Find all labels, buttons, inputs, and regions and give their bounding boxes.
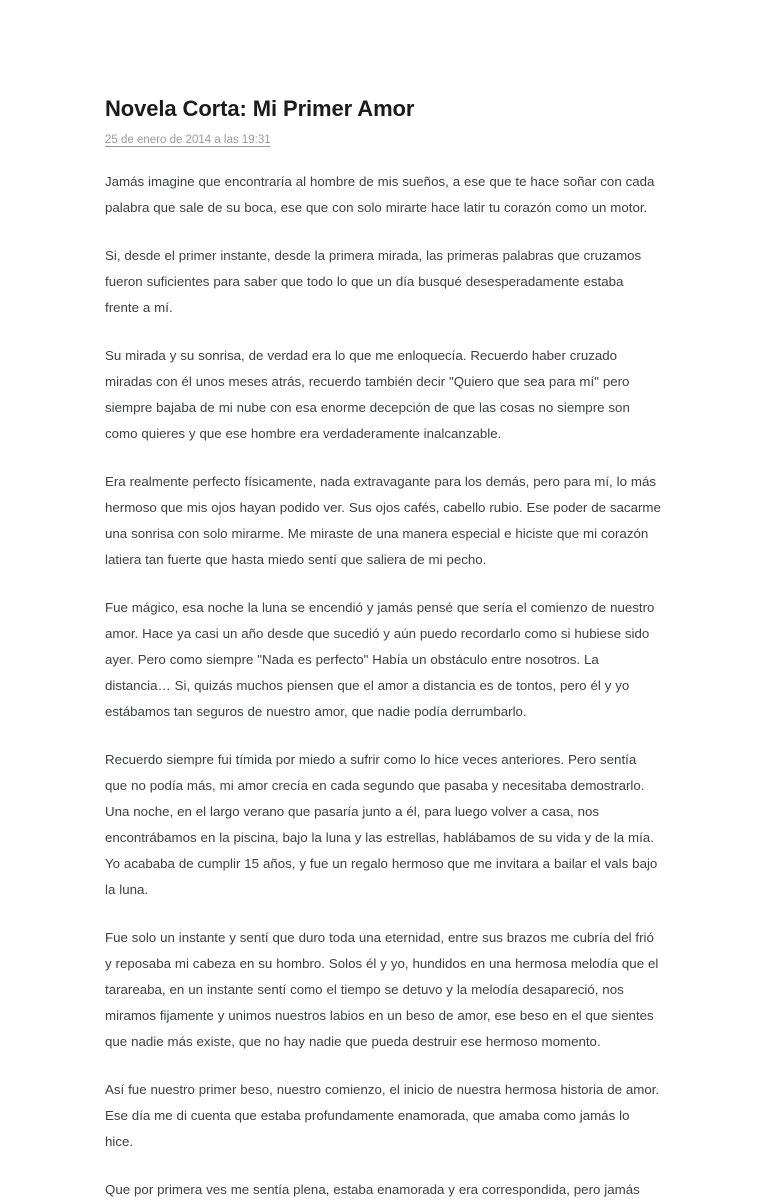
body-paragraph: Fue solo un instante y sentí que duro toda una eternidad, entre sus brazos me cubría del frió y reposaba mi cabeza en su hombro. Solos él y yo, hundidos en una hermosa melodía que el tarareaba, en un instante sentí como el tiempo se detuvo y la melodía desapareció, nos miramos fijamente y unimos nuestros labios en un beso de amor, ese beso en el que sientes que nadie más existe, que no hay nadie que pueda destruir ese hermoso momento.: [105, 930, 659, 1049]
body-paragraph: Si, desde el primer instante, desde la primera mirada, las primeras palabras que cruzamos fueron suficientes para saber que todo lo que un día busqué desesperadamente estaba frente a mí.: [105, 248, 642, 315]
document-date-row: [105, 123, 661, 148]
body-paragraph: Que por primera ves me sentía plena, estaba enamorada y era correspondida, pero jamás: [105, 1182, 640, 1197]
body-paragraph: Fue mágico, esa noche la luna se encendió y jamás pensé que sería el comienzo de nuestro amor. Hace ya casi un año desde que sucedió y aún puedo recordarlo como si hubiese sido ayer. Pero como siempre "Nada es perfecto" Había un obstáculo entre nosotros. La distancia… Si, quizás muchos piensen que el amor a distancia es de tontos, pero él y yo estábamos tan seguros de nuestro amor, que nadie podía derrumbarlo.: [105, 600, 655, 719]
page-title: Novela Corta: Mi Primer Amor: [105, 96, 415, 121]
body-paragraph: Era realmente perfecto físicamente, nada extravagante para los demás, pero para mí, lo más hermoso que mis ojos hayan podido ver. Sus ojos cafés, cabello rubio. Ese poder de sacarme una sonrisa con solo mirarme. Me miraste de una manera especial e hiciste que mi corazón latiera tan fuerte que hasta miedo sentí que saliera de mi pecho.: [105, 474, 661, 567]
body-paragraph: Jamás imagine que encontraría al hombre de mis sueños, a ese que te hace soñar con cada palabra que sale de su boca, ese que con solo mirarte hace latir tu corazón como un motor.: [105, 174, 655, 215]
document-body: [105, 169, 661, 1203]
body-paragraph: Recuerdo siempre fui tímida por miedo a sufrir como lo hice veces anteriores. Pero sentía que no podía más, mi amor crecía en cada segundo que pasaba y necesitaba demostrarlo. Una noche, en el largo verano que pasaría junto a él, para luego volver a casa, nos encontrábamos en la piscina, bajo la luna y las estrellas, hablábamos de su vida y de la mía. Yo acababa de cumplir 15 años, y fue un regalo hermoso que me invitara a bailar el vals bajo la luna.: [105, 752, 658, 897]
body-paragraph: Su mirada y su sonrisa, de verdad era lo que me enloquecía. Recuerdo haber cruzado miradas con él unos meses atrás, recuerdo también decir "Quiero que sea para mí" pero siempre bajaba de mi nube con esa enorme decepción de que las cosas no siempre son como quieres y que ese hombre era verdaderamente inalcanzable.: [105, 348, 630, 441]
body-paragraph: Así fue nuestro primer beso, nuestro comienzo, el inicio de nuestra hermosa historia de amor. Ese día me di cuenta que estaba profundamente enamorada, que amaba como jamás lo hice.: [105, 1082, 660, 1149]
publish-date: 25 de enero de 2014 a las 19:31: [105, 134, 271, 146]
